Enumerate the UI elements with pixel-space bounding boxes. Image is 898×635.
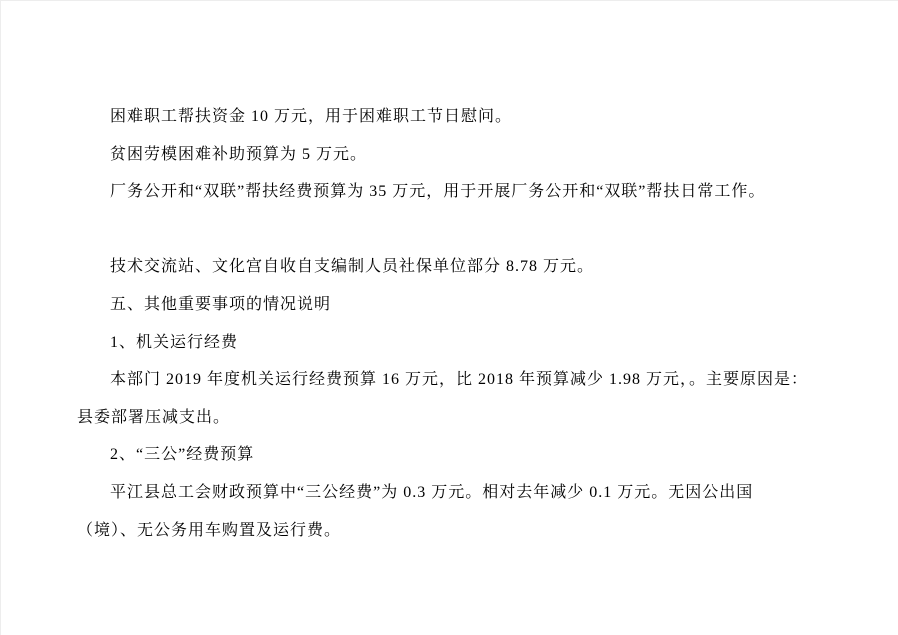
doc-line-continuation: 县委部署压减支出。: [77, 408, 231, 426]
subsection-heading: 2、“三公”经费预算: [110, 446, 255, 464]
blank-line: [77, 211, 820, 249]
doc-line: 困难职工帮扶资金 10 万元，用于困难职工节日慰问。: [110, 108, 513, 125]
section-heading: 五、其他重要事项的情况说明: [110, 295, 332, 313]
doc-line-continuation: （境）、无公务用车购置及运行费。: [77, 521, 342, 539]
doc-line: 厂务公开和“双联”帮扶经费预算为 35 万元，用于开展厂务公开和“双联”帮扶日常工作。: [110, 183, 766, 201]
doc-line: 技术交流站、文化宫自收自支编制人员社保单位部分 8.78 万元。: [110, 258, 595, 276]
doc-line: 贫困劳模困难补助预算为 5 万元。: [110, 145, 368, 163]
subsection-heading: 1、机关运行经费: [110, 333, 239, 351]
doc-line: 本部门 2019 年度机关运行经费预算 16 万元，比 2018 年预算减少 1.98 万元，。主要原因是：: [110, 371, 809, 389]
doc-line: 平江县总工会财政预算中“三公经费”为 0.3 万元。相对去年减少 0.1 万元。无因公出国: [110, 483, 754, 501]
document-body: [77, 98, 820, 549]
